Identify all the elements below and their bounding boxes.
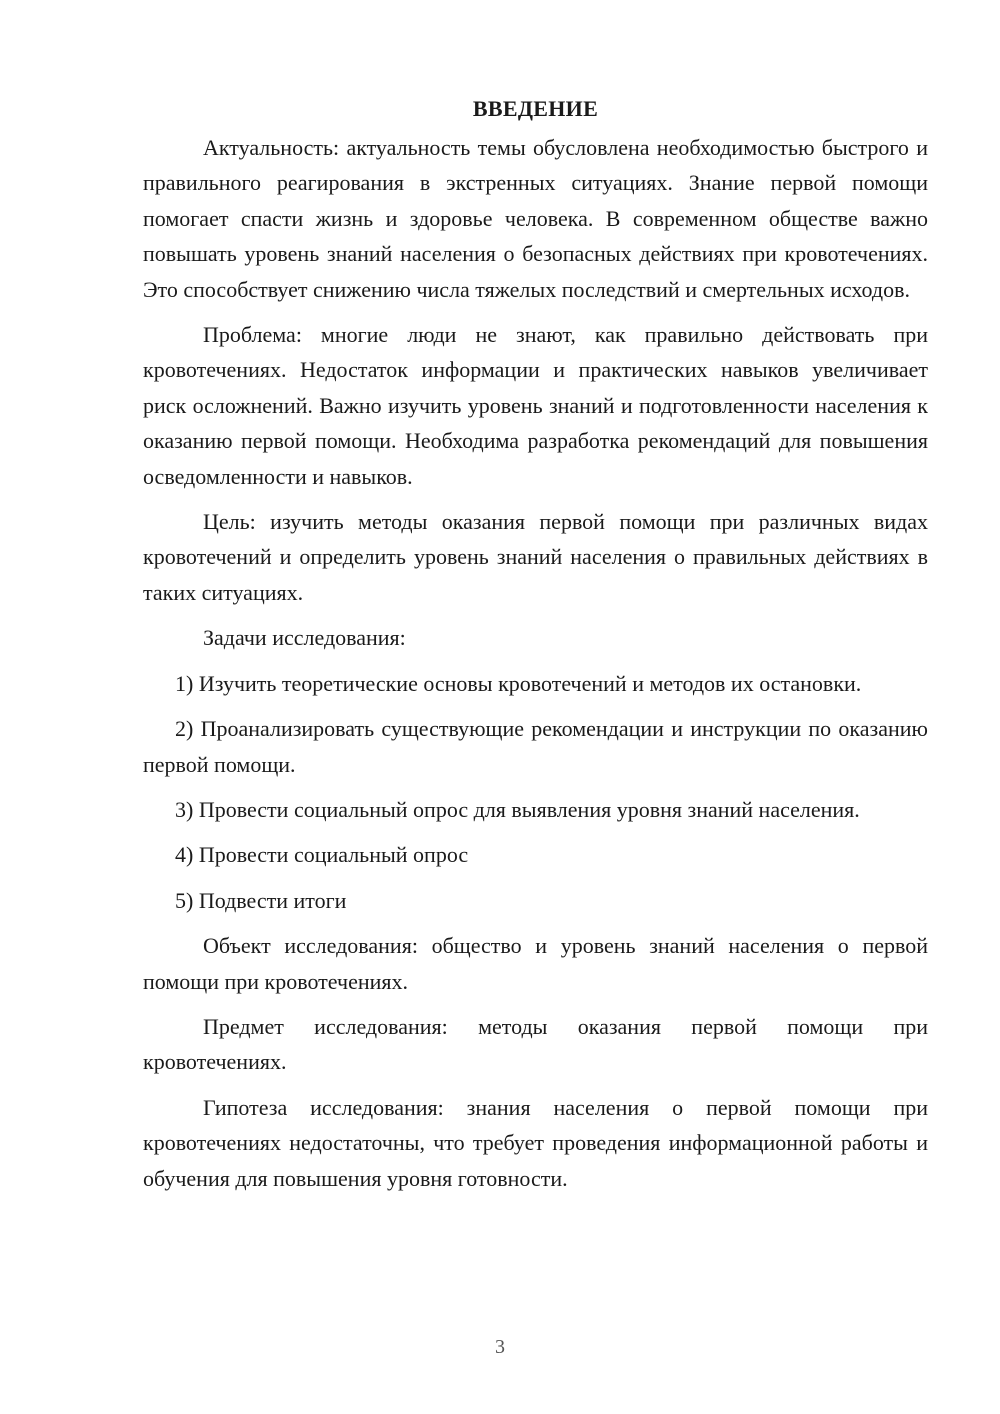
list-item: 4) Провести социальный опрос: [175, 842, 469, 868]
paragraph-goal: Цель: изучить методы оказания первой помощи при различных видах кровотечений и определить уровень знаний населения о правильных действиях в таких ситуациях.: [143, 509, 928, 605]
list-item: 3) Провести социальный опрос для выявления уровня знаний населения.: [175, 796, 860, 822]
paragraph-tasks-title: Задачи исследования:: [203, 625, 406, 651]
paragraph-hypothesis: Гипотеза исследования: знания населения о первой помощи при кровотечениях недостаточны, что требует проведения информационной работы и обучения для повышения уровня готовности.: [143, 1094, 928, 1191]
list-item: 1) Изучить теоретические основы кровотечений и методов их остановки.: [175, 670, 862, 696]
section-heading: ВВЕДЕНИЕ: [472, 96, 599, 121]
paragraph-relevance: Актуальность: актуальность темы обусловлена необходимостью быстрого и правильного реагирования в экстренных ситуациях. Знание первой помощи помогает спасти жизнь и здоровье человека. В современном обществе важно повышать уровень знаний населения о безопасных действиях при кровотечениях. Это способствует снижению числа тяжелых последствий и смертельных исходов.: [143, 135, 928, 302]
paragraph-subject: Предмет исследования: методы оказания первой помощи при кровотечениях.: [143, 1013, 928, 1075]
list-item: 2) Проанализировать существующие рекомендации и инструкции по оказанию первой помощи.: [143, 716, 928, 777]
document-page: [143, 94, 928, 1206]
paragraph-object: Объект исследования: общество и уровень знаний населения о первой помощи при кровотечениях.: [143, 933, 928, 994]
tasks-list: [143, 666, 928, 918]
list-item: 5) Подвести итоги: [175, 887, 347, 913]
page-number: 3: [495, 1336, 505, 1358]
paragraph-problem: Проблема: многие люди не знают, как правильно действовать при кровотечениях. Недостаток информации и практических навыков увеличивает риск осложнений. Важно изучить уровень знаний и подготовленности населения к оказанию первой помощи. Необходима разработка рекомендаций для повышения осведомленности и навыков.: [143, 322, 928, 489]
